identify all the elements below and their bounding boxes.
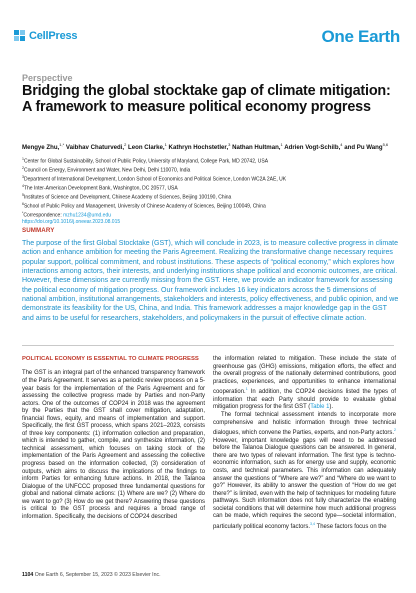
correspondence: *Correspondence: mzhu1234@umd.edu [22, 210, 112, 219]
author-name[interactable]: Leon Clarke, [126, 144, 165, 152]
affiliation: $^3$Department of International Development, London School of Economics and Political Science, London WC2A 2AE, UK [22, 174, 287, 183]
section-divider [22, 345, 394, 346]
doi-link[interactable]: https://doi.org/10.1016/j.oneear.2023.08.015 [22, 218, 121, 225]
affiliation: $^6$School of Public Policy and Management, University of Chinese Academy of Sciences, Beijing 100049, China [22, 201, 266, 210]
author-name[interactable]: Vaibhav Chaturvedi, [64, 144, 125, 152]
page-number: 1104 [22, 572, 34, 578]
summary-text: The purpose of the first Global Stocktake (GST), which will conclude in 2023, is to measure collective progress in climate action and enhance ambition for meeting the Paris Agreement. Realizing the transformative change necessary requires popular support, political commitment, and robust institutions. These aspects of “political economy,” which explores how interactions among actors, their interests, and underlying institutions shape political and economic outcomes, are critical. However, these dimensions are currently missing from the GST. Here, we provide an indicator framework for assessing the political economy of mitigation progress. Our framework includes 16 key indicators across the 5 dimensions of national ambition, institutional arrangements, stakeholders and interests, policy effectiveness, and public opinion, and we demonstrate its feasibility for the US, China, and India. This framework addresses a major knowledge gap in the GST and aims to be useful for researchers, stakeholders, and policymakers in the pursuit of effective climate action. [22, 240, 399, 322]
article-type: Perspective [22, 73, 73, 83]
publisher-logo[interactable] [14, 30, 77, 42]
reference-link[interactable]: 3,4 [310, 521, 316, 526]
correspondence-email-link[interactable]: mzhu1234@umd.edu [63, 212, 112, 219]
author-name[interactable]: Mengye Zhu, [22, 144, 60, 152]
author-name[interactable]: Kathryn Hochstetler, [166, 144, 229, 152]
affiliation: $^5$Institutes of Science and Development, Chinese Academy of Sciences, Beijing 100190, China [22, 192, 232, 201]
page-footer [22, 572, 161, 578]
footer-issue: 6, September 15, 2023 © 2023 Elsevier Inc. [59, 572, 161, 578]
right-column [213, 356, 396, 532]
author-affil-sup: 1 [280, 142, 283, 147]
affiliation: $^4$The Inter-American Development Bank, Washington, DC 20577, USA [22, 183, 178, 192]
left-column [22, 356, 205, 522]
body-paragraph: the information related to mitigation. These include the state of greenhouse gas (GHG) emissions, mitigation efforts, the effect and the overall progress of the nationally determined contributions, good practices, experiences, and opportunities to enhance international cooperation.$^1$ In addition, the COP24 decisions listed the types of information that each Party should provide to evaluate global mitigation progress for the first GST (Table 1). [213, 356, 396, 411]
section-heading: POLITICAL ECONOMY IS ESSENTIAL TO CLIMATE PROGRESS [22, 356, 199, 362]
table-link[interactable]: Table 1 [310, 404, 330, 411]
body-paragraph: The GST is an integral part of the enhanced transparency framework of the Paris Agreement. It serves as a periodic review process on a 5-year basis for the implementation of the Paris Agreement and for assessing the collective progress made by Parties and non-Party actors. One of the outcomes of COP24 in 2018 was the agreement by the Parties that the GST shall cover mitigation, adaptation, financial flows, equity, and means of implementation and support. Specifically, the first GST process, which spans 2021–2023, consists of three key components: (1) information collection and preparation, which is intended to gather, compile, and synthesize information, (2) technical assessment, which focuses on taking stock of the implementation of the Paris Agreement and assessing the collective progress based on the information collected, (3) consideration of outputs, which aims to discuss the implications of the findings to inform Parties for enhancing future actions. In 2018, the Talanoa Dialogue of the UNFCCC proposed three fundamental questions for global and national climate actions: (1) Where are we? (2) Where do we want to go? (3) How do we get there? Answering these questions is critical to the GST process and requires a broad range of information. Specifically, the decisions of COP24 described [22, 370, 205, 520]
affiliations [22, 156, 402, 225]
author-affil-sup: 1 [164, 142, 167, 147]
author-list [22, 141, 402, 152]
author-affil-sup: 3 [228, 142, 231, 147]
author-name[interactable]: Nathan Hultman, [230, 144, 281, 152]
author-affil-sup: 1,* [59, 142, 65, 147]
reference-link[interactable]: 1 [245, 387, 248, 392]
author-name[interactable]: Adrien Vogt-Schilb, [282, 144, 341, 152]
author-affil-sup: 4 [340, 142, 343, 147]
affiliation: $^1$Center for Global Sustainability, School of Public Policy, University of Maryland, College Park, MD 20742, USA [22, 157, 269, 165]
article-title: Bridging the global stocktake gap of climate mitigation: A framework to measure political economy progress [22, 83, 391, 115]
author-affil-sup: 5,6 [382, 142, 389, 147]
summary-heading: SUMMARY [22, 227, 55, 234]
author-name[interactable]: and Pu Wang [342, 144, 383, 152]
footer-journal: One Earth [34, 572, 59, 578]
journal-name[interactable]: One Earth [321, 27, 400, 46]
affiliation: $^2$Council on Energy, Environment and Water, New Delhi, Delhi 110070, India [22, 165, 191, 174]
cellpress-logo-icon [14, 30, 26, 42]
publisher-name: CellPress [29, 30, 78, 42]
reference-link[interactable]: 2 [394, 428, 396, 433]
body-paragraph: The formal technical assessment intends to incorporate more comprehensive and holistic information through three technical dialogues, which convene the Parties, experts, and non-Party actors.$^2$ However, important knowledge gaps will need to be addressed before the Talanoa Dialogue questions can be answered. In general, there are two types of relevant information. The first type is techno-economic information, such as for energy use and supply, economic costs, and technical parameters. This information can adequately answer the questions of “Where are we?” and “Where do we want to go?” However, its ability to answer the question of “How do we get there?” is limited, even with the help of techniques for modeling future pathways. Such information does not fully characterize the enabling societal conditions that will determine how much additional progress can be made, which requires the second type—societal information, particularly political economy factors.$^{3,4}$ These factors focus on the [213, 412, 396, 530]
author-affil-sup: 2 [124, 142, 127, 147]
page-header [14, 27, 400, 48]
